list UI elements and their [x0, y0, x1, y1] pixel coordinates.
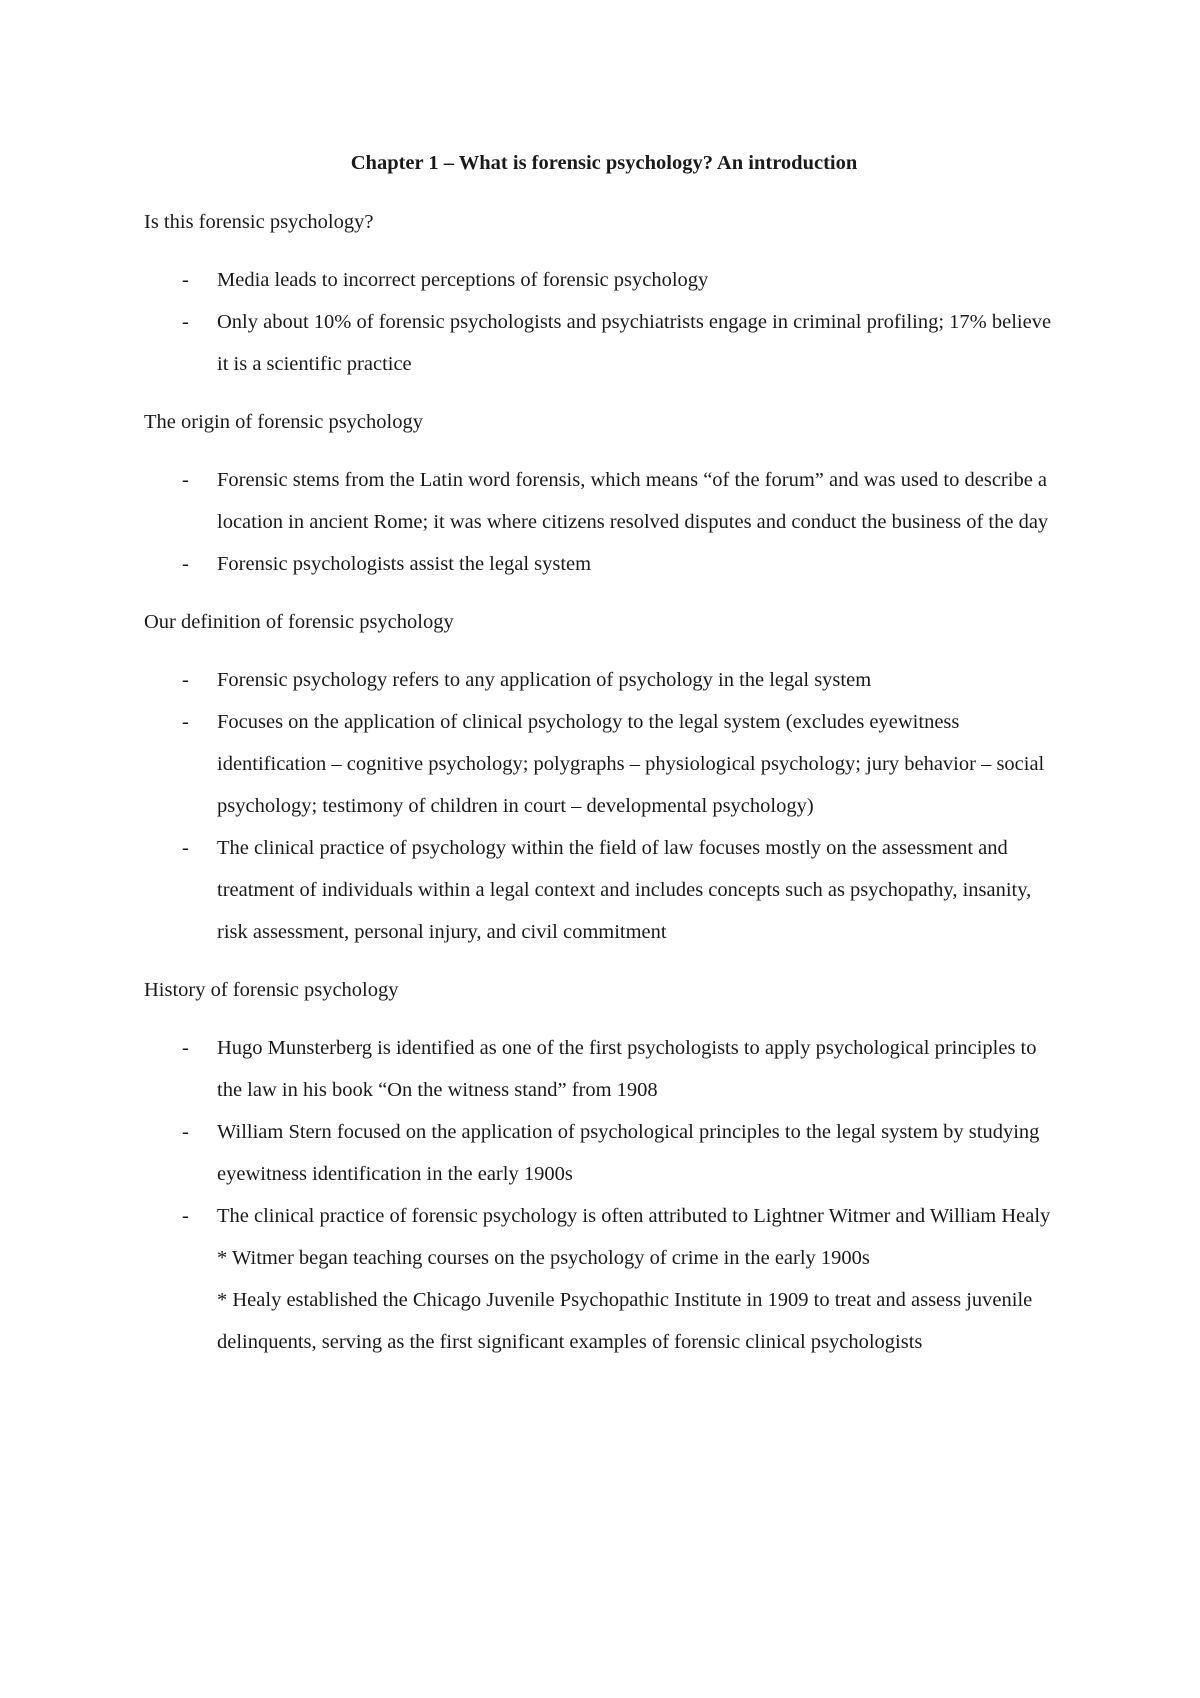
- bullet-text: The clinical practice of psychology within the field of law focuses mostly on the assessment and treatment of individuals within a legal context and includes concepts such as psychopathy, insanity, risk assessment, personal injury, and civil commitment: [217, 837, 1032, 943]
- bullet-item: [144, 301, 1064, 385]
- bullet-text: Only about 10% of forensic psychologists and psychiatrists engage in criminal profiling; 17% believe it is a scientific practice: [217, 311, 1052, 375]
- bullet-text: Forensic psychologists assist the legal system: [217, 553, 592, 575]
- bullet-text: William Stern focused on the application of psychological principles to the legal system by studying eyewitness identification in the early 1900s: [217, 1121, 1040, 1185]
- dash-bullet-icon: -: [182, 1205, 189, 1227]
- bullet-item: [144, 459, 1064, 543]
- bullet-item: [144, 659, 1064, 701]
- section-heading: The origin of forensic psychology: [144, 411, 423, 433]
- bullet-list: [144, 259, 1064, 385]
- section-heading: Is this forensic psychology?: [144, 211, 374, 233]
- document-content: [144, 142, 1064, 1379]
- bullet-item: [144, 1027, 1064, 1111]
- bullet-item: [144, 543, 1064, 585]
- bullet-item: [144, 259, 1064, 301]
- dash-bullet-icon: -: [182, 269, 189, 291]
- dash-bullet-icon: -: [182, 469, 189, 491]
- sub-note: * Healy established the Chicago Juvenile Psychopathic Institute in 1909 to treat and assess juvenile delinquents, serving as the first significant examples of forensic clinical psychologists: [217, 1289, 1033, 1353]
- bullet-item: [144, 701, 1064, 827]
- bullet-text: Forensic stems from the Latin word forensis, which means “of the forum” and was used to describe a location in ancient Rome; it was where citizens resolved disputes and conduct the business of the day: [217, 469, 1049, 533]
- dash-bullet-icon: -: [182, 311, 189, 333]
- bullet-text: Focuses on the application of clinical psychology to the legal system (excludes eyewitness identification – cognitive psychology; polygraphs – physiological psychology; jury behavior – social psychology; testimony of children in court – developmental psychology): [217, 711, 1045, 817]
- bullet-list: [144, 659, 1064, 953]
- bullet-text: Forensic psychology refers to any application of psychology in the legal system: [217, 669, 872, 691]
- sub-note: * Witmer began teaching courses on the psychology of crime in the early 1900s: [217, 1247, 870, 1269]
- bullet-item: [144, 1195, 1064, 1237]
- dash-bullet-icon: -: [182, 711, 189, 733]
- chapter-title: Chapter 1 – What is forensic psychology? An introduction: [350, 152, 858, 174]
- bullet-text: Media leads to incorrect perceptions of forensic psychology: [217, 269, 709, 291]
- dash-bullet-icon: -: [182, 1037, 189, 1059]
- bullet-item: [144, 1111, 1064, 1195]
- bullet-list: [144, 1027, 1064, 1363]
- dash-bullet-icon: -: [182, 669, 189, 691]
- dash-bullet-icon: -: [182, 553, 189, 575]
- section-heading: History of forensic psychology: [144, 979, 399, 1001]
- bullet-item: [144, 827, 1064, 953]
- bullet-text: The clinical practice of forensic psychology is often attributed to Lightner Witmer and William Healy: [217, 1205, 1051, 1227]
- dash-bullet-icon: -: [182, 837, 189, 859]
- dash-bullet-icon: -: [182, 1121, 189, 1143]
- bullet-list: [144, 459, 1064, 585]
- section-heading: Our definition of forensic psychology: [144, 611, 454, 633]
- bullet-text: Hugo Munsterberg is identified as one of the first psychologists to apply psychological principles to the law in his book “On the witness stand” from 1908: [217, 1037, 1037, 1101]
